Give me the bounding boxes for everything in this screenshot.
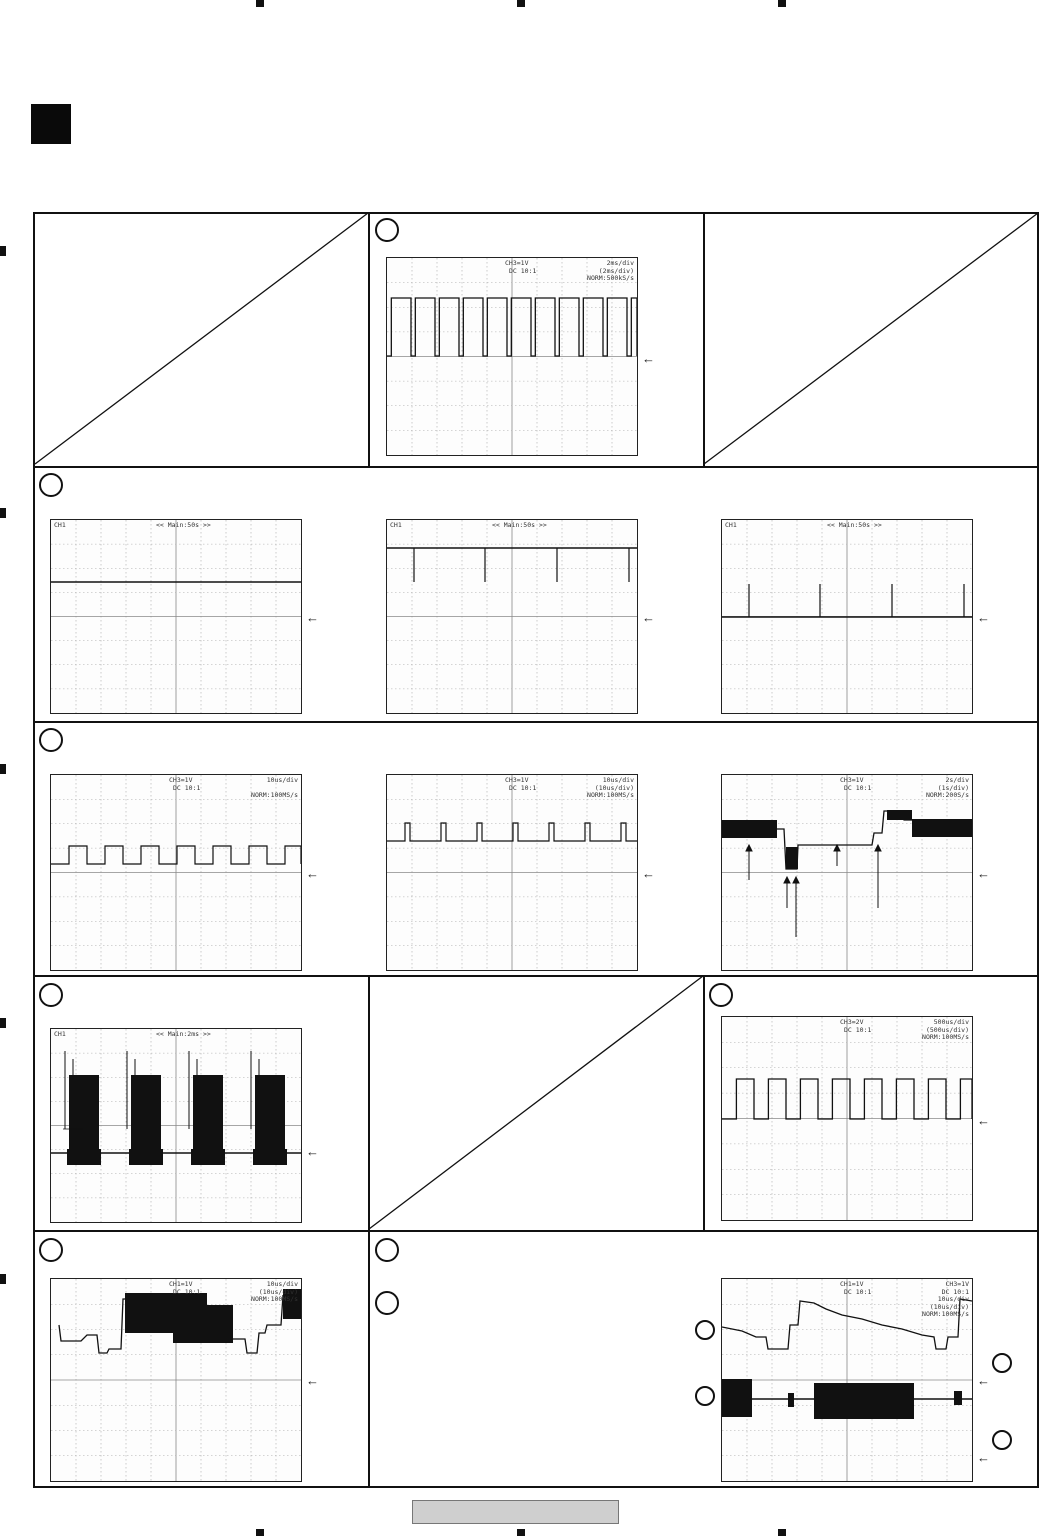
scope-header-left [725,522,737,530]
waveform-trace [231,1295,283,1353]
scope-timebase-label: << Main:50s >> [156,521,211,529]
row-divider [33,1230,1039,1232]
scope-timebase-label: << Main:2ms >> [156,1030,211,1038]
ground-level-arrow: ← [642,866,655,881]
scope-timebase-setting: NORM:100MS/s [587,791,634,799]
cell-divider [703,975,705,1230]
scope-header-left [505,260,536,275]
scope-timebase-setting: NORM:200S/s [925,791,969,799]
scope-channel-setting: DC 10:1 [173,783,201,792]
waveform-burst [253,1149,287,1165]
cell-divider [368,975,370,1230]
cell-divider [703,212,705,466]
registration-mark [778,1529,786,1536]
scope-header-left [390,522,402,530]
scope-s3b [386,774,638,971]
scope-screen [51,1029,301,1222]
scope-timebase-setting: NORM:100MS/s [251,791,298,799]
scope-grid [387,520,637,713]
scope-timebase-setting: (10us/div) [594,783,634,792]
point-label-circle [39,473,63,497]
scope-channel-setting: CH3=2V [840,1018,864,1026]
scope-timebase-setting: 2s/div [945,776,969,784]
scope-screen [722,520,972,713]
waveform-burst [193,1075,223,1155]
scope-screen [51,520,301,713]
scope-timebase-setting: 10us/div [602,776,634,784]
waveform-burst [887,810,912,820]
scope-timebase-setting: (1s/div) [937,783,969,792]
scope-channel-setting: CH1=1V [169,1280,193,1288]
waveform-burst [69,1075,99,1155]
point-label-circle [375,1291,399,1315]
scope-header-left [54,1031,66,1039]
point-label-circle [39,983,63,1007]
scope-channel-setting: DC 10:1 [844,783,872,792]
scope-channel-setting: DC 10:1 [844,1025,872,1034]
point-label-circle [695,1386,715,1406]
scope-screen [387,520,637,713]
scope-timebase-setting: 10us/div [266,776,298,784]
scope-screen [51,775,301,970]
registration-mark [0,764,6,774]
scope-channel-setting: DC 10:1 [509,266,537,275]
waveform-burst [954,1391,962,1405]
scope-timebase-setting: NORM:500kS/s [587,274,634,282]
scope-timebase-setting: (2ms/div) [598,266,634,275]
scope-timebase-label: << Main:50s >> [827,521,882,529]
registration-mark [256,1529,264,1536]
scope-timebase-setting: 2ms/div [606,259,634,267]
waveform-burst [788,1393,794,1407]
scope-channel-setting: CH3=1V [169,776,193,784]
page-number-box [412,1500,619,1524]
scope-channel-setting: DC 10:1 [509,783,537,792]
registration-mark [256,0,264,7]
scope-timebase-setting: CH3=1V [945,1280,969,1288]
registration-mark [778,0,786,7]
scope-timebase-setting: DC 10:1 [941,1287,969,1296]
scope-header-right [926,777,969,800]
scope-header-left [840,1019,871,1034]
scope-screen [387,258,637,455]
point-label-circle [992,1430,1012,1450]
scope-timebase-setting: (500us/div) [925,1025,969,1034]
scope-channel-setting: CH3=1V [505,259,529,267]
ground-level-arrow: ← [642,610,655,625]
scope-s4a [50,1028,302,1223]
scope-header-left [169,777,200,792]
waveform-burst [722,1379,752,1417]
scope-s5b [721,1278,973,1482]
point-label-circle [39,1238,63,1262]
ground-level-arrow: ← [642,351,655,366]
scope-channel-setting: DC 10:1 [844,1287,872,1296]
waveform-burst [67,1149,101,1165]
section-marker-block [31,104,71,144]
waveform-burst [912,819,972,837]
scope-screen [722,775,972,970]
point-label-circle [709,983,733,1007]
scope-channel-setting: CH1=1V [840,1280,864,1288]
ground-level-arrow: ← [977,1450,990,1465]
scope-channel-label: CH1 [54,1030,66,1038]
scope-header-right [922,1019,969,1042]
point-label-circle [695,1320,715,1340]
scope-channel-label: CH1 [725,521,737,529]
waveform-burst [131,1075,161,1155]
scope-timebase-setting: 500us/div [933,1018,969,1026]
waveform-burst [814,1383,914,1419]
ground-level-arrow: ← [306,1144,319,1159]
registration-mark [0,1018,6,1028]
scope-screen [387,775,637,970]
ground-level-arrow: ← [306,1373,319,1388]
scope-timebase-setting: NORM:100MS/s [922,1033,969,1041]
scope-header-left [505,777,536,792]
scope-channel-label: CH1 [390,521,402,529]
point-label-circle [375,218,399,242]
waveform-burst [255,1075,285,1155]
scope-s5a [50,1278,302,1482]
scope-header-right [587,777,634,800]
row-divider [33,466,1039,468]
scope-header-right [251,1281,298,1304]
scope-grid [387,775,637,970]
point-label-circle [375,1238,399,1262]
scope-timebase-setting: NORM:100MS/s [251,1295,298,1303]
point-label-circle [992,1353,1012,1373]
row-divider [33,721,1039,723]
waveform-trace [59,1299,133,1353]
ground-level-arrow: ← [977,866,990,881]
scope-s2b [386,519,638,714]
registration-mark [0,246,6,256]
scope-s2a [50,519,302,714]
scope-s4b [721,1016,973,1221]
scope-channel-setting: CH3=1V [505,776,529,784]
scope-header-left [840,1281,871,1296]
registration-mark [0,508,6,518]
scope-header-left [840,777,871,792]
scope-grid [387,258,637,455]
scope-timebase-setting: 10us/div [266,1280,298,1288]
scope-s2c [721,519,973,714]
registration-mark [517,0,525,7]
scope-timebase-setting: (10us/div) [929,1302,969,1311]
scope-channel-label: CH1 [54,521,66,529]
waveform-burst [129,1149,163,1165]
ground-level-arrow: ← [977,1113,990,1128]
cell-divider [368,212,370,466]
point-label-circle [39,728,63,752]
scope-grid [51,775,301,970]
scope-channel-setting: DC 10:1 [173,1287,201,1296]
waveform-burst [191,1149,225,1165]
scope-header-right [922,1281,969,1319]
scope-timebase-setting: NORM:100MS/s [922,1310,969,1318]
waveform-burst [722,820,777,838]
scope-header-left [169,1281,200,1296]
registration-mark [517,1529,525,1536]
scope-s1 [386,257,638,456]
scope-header-right [587,260,634,283]
ground-level-arrow: ← [977,610,990,625]
ground-level-arrow: ← [306,866,319,881]
scope-header-right [251,777,298,800]
waveform-burst [786,847,798,869]
registration-mark [0,1274,6,1284]
scope-grid [722,775,972,970]
scope-channel-setting: CH3=1V [840,776,864,784]
waveform-burst [173,1305,233,1343]
cell-divider [368,1230,370,1488]
ground-level-arrow: ← [977,1373,990,1388]
scope-timebase-setting: (10us/div) [258,1287,298,1296]
scope-timebase-setting: 10us/div [937,1295,969,1303]
scope-header-left [54,522,66,530]
ground-level-arrow: ← [306,610,319,625]
row-divider [33,975,1039,977]
scope-screen [51,1279,301,1481]
scope-s3a [50,774,302,971]
scope-s3c [721,774,973,971]
scope-timebase-label: << Main:50s >> [492,521,547,529]
scope-screen [722,1017,972,1220]
scope-grid [51,520,301,713]
